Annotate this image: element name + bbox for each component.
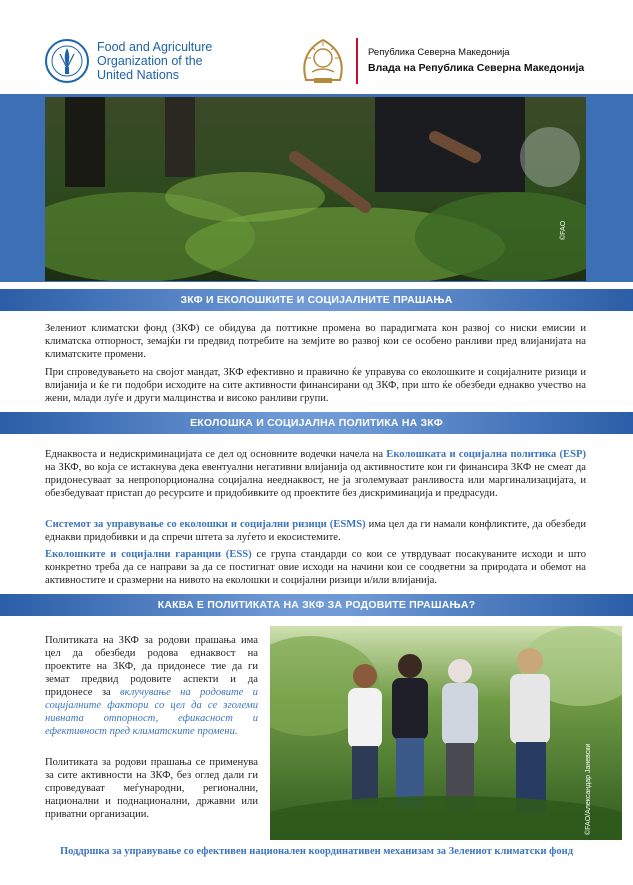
text-run: се група стандарди со кои се утврдуваат посакуваните исходи и што конкретно треба да се направи за да се постигнат овие исходи на начини кои се соодветни за природата и обемот на активностите и сразмерни на нивото на еколошки и социјални ризици и/или влијанија. [45,549,587,586]
section-title-gender-policy: КАКВА Е ПОЛИТИКАТА НА ЗКФ ЗА РОДОВИТЕ ПРАШАЊА? [0,594,633,616]
photo-credit: ©FAO/Александар Јаневски [585,743,592,835]
gov-title: Влада на Република Северна Македонија [368,62,585,74]
section2-paragraph-3 [45,548,586,587]
fao-name [97,40,212,82]
gov-country: Република Северна Македонија [368,47,510,58]
women-field-photo [270,626,622,840]
section3-paragraph-1 [45,634,258,738]
fao-name-line: Food and Agriculture [97,40,213,54]
ess-link[interactable]: Еколошките и социјални гаранции (ESS) [45,549,252,560]
footer-caption: Поддршка за управување со ефективен национален координативен механизам за Зелениот климатски фонд [59,846,574,857]
coat-of-arms-icon [300,36,346,88]
fao-name-line: Organization of the [97,54,203,68]
gender-highlight: вклучување на родовите и социјалните фактори со цел да се зголеми нивната отпорност, ефикасност и ефективност пред климатските промени. [45,687,258,737]
gov-divider [356,38,358,84]
section1-paragraph-2: При спроведувањето на својот мандат, ЗКФ ефективно и правично ќе управува со еколошките и социјалните ризици и влијанија и ќе ги подобри исходите на сите активности финансирани од ЗКФ, при што ќе обезбеди еднакво учество на жени, млади луѓе и други малцинства и високо ранливи групи. [45,367,586,404]
section1-paragraph-1: Зелениот климатски фонд (ЗКФ) се обидува да поттикне промена во парадигмата кон развој со ниски емисии и климатска отпорност, земајќи ги предвид потребите на земјите во развој кои се особено ранливи пред влијанијата на климатските промени. [45,323,586,360]
section2-paragraph-1 [45,448,586,500]
text-run: на ЗКФ, во која се истакнува дека евентуални негативни влијанија од активностите кои ги финансира ЗКФ не смеат да придонесуваат за непропорционална социјална нееднаквост, не ја зголемуваат ранливоста или маргинализацијата, и обезбедуваат пристап до ресурсите и придобивките од проектите без дискриминација и предрасуди. [45,462,586,499]
hero-photo [45,97,586,281]
section-title-gcf-env-social: ЗКФ И ЕКОЛОШКИТЕ И СОЦИЈАЛНИТЕ ПРАШАЊА [0,289,633,311]
fao-logo-icon [44,38,90,84]
text-run: Политиката на ЗКФ за родови прашања има цел да обезбеди родова еднаквост на проектите на ЗКФ, да придонесе тие да ги земат предвид родовите аспекти и да придонесе за [45,635,258,698]
esms-link[interactable]: Системот за управување со еколошки и социјални ризици (ESMS) [45,519,366,530]
section3-paragraph-2: Политиката за родови прашања се применува за сите активности на ЗКФ, без оглед дали ги спроведуваат меѓународни, регионални, национални и поднационални, државни или приватни организации. [45,757,258,820]
section-title-env-social-policy: ЕКОЛОШКА И СОЦИЈАЛНА ПОЛИТИКА НА ЗКФ [0,412,633,434]
esp-link[interactable]: Еколошката и социјална политика (ESP) [386,449,586,460]
fao-name-line: United Nations [97,68,179,82]
section2-paragraph-2 [45,518,586,544]
text-run: има цел да ги намали конфликтите, да обезбеди еднакви придобивки и да спречи штета за луѓето и екосистемите. [45,519,587,543]
text-run: Еднаквоста и недискриминацијата се дел од основните водечки начела на [45,449,387,460]
hero-photo-credit: ©FAO [560,220,567,240]
